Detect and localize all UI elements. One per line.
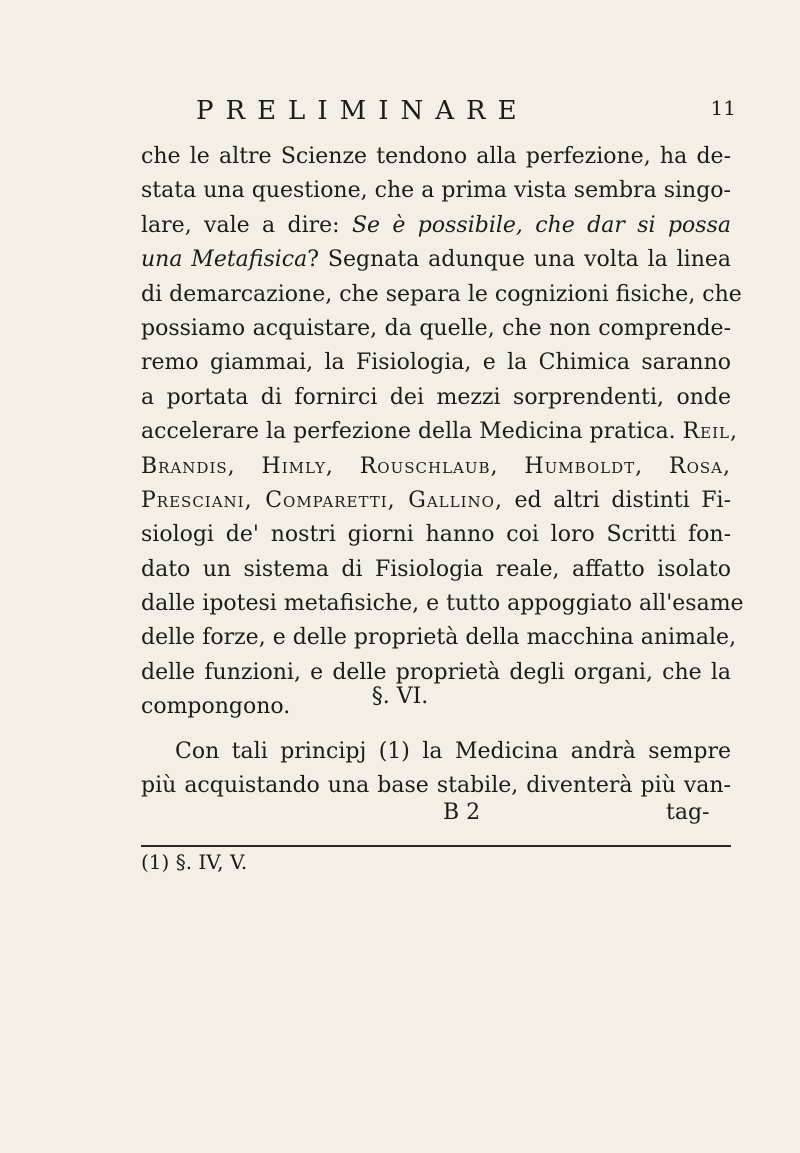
text-line: delle funzioni, e delle proprietà degli organi, che la bbox=[141, 659, 731, 685]
signature-line bbox=[141, 800, 731, 834]
text-span: lare, vale a dire: bbox=[141, 212, 352, 238]
text-line: stata una questione, che a prima vista sembra singo- bbox=[141, 178, 731, 204]
text-line: dato un sistema di Fisiologia reale, affatto isolato bbox=[141, 556, 731, 582]
text-line: a portata di fornirci dei mezzi sorprendenti, onde bbox=[141, 384, 731, 410]
text-line bbox=[141, 484, 731, 518]
footnote-rule bbox=[141, 845, 731, 847]
italic-question: Se è possibile, che dar si possa bbox=[351, 212, 731, 238]
text-line: che le altre Scienze tendono alla perfezione, ha de- bbox=[141, 144, 731, 169]
section-heading: §. VI. bbox=[371, 684, 429, 709]
text-span: ? Segnata adunque una volta la linea bbox=[307, 247, 731, 273]
header-title: PRELIMINARE bbox=[196, 96, 529, 126]
text-line: possiamo acquistare, da quelle, che non comprende- bbox=[141, 315, 731, 341]
catchword: tag- bbox=[666, 800, 710, 825]
text-line bbox=[141, 209, 731, 243]
author-names: Presciani, Comparetti, Gallino, bbox=[141, 487, 503, 513]
text-span: ed altri distinti Fi- bbox=[502, 487, 731, 513]
text-line: remo giammai, la Fisiologia, e la Chimica saranno bbox=[141, 350, 731, 376]
paragraph-2 bbox=[141, 735, 731, 804]
text-line: dalle ipotesi metafisiche, e tutto appoggiato all'esame bbox=[141, 591, 744, 617]
author-names-line: Brandis, Himly, Rouschlaub, Humboldt, Rosa, bbox=[141, 453, 731, 479]
italic-word: una Metafisica bbox=[141, 247, 308, 273]
text-line: di demarcazione, che separa le cognizioni fisiche, che bbox=[141, 281, 742, 307]
text-line: più acquistando una base stabile, diventerà più van- bbox=[141, 773, 731, 799]
running-head bbox=[196, 96, 736, 126]
footnote: (1) §. IV, V. bbox=[141, 850, 248, 874]
text-line: Con tali principj (1) la Medicina andrà sempre bbox=[175, 739, 731, 764]
text-line bbox=[141, 243, 731, 277]
text-line: delle forze, e delle proprietà della macchina animale, bbox=[141, 625, 737, 651]
page-number: 11 bbox=[710, 96, 736, 120]
text-line: compongono. bbox=[141, 694, 291, 720]
paragraph-1 bbox=[141, 140, 744, 725]
text-line: siologi de' nostri giorni hanno coi loro Scritti fon- bbox=[141, 522, 731, 548]
author-names: Reil, bbox=[682, 419, 738, 445]
text-line bbox=[141, 415, 738, 449]
signature-mark: B 2 bbox=[443, 800, 481, 825]
text-span: accelerare la perfezione della Medicina pratica. bbox=[141, 419, 683, 445]
